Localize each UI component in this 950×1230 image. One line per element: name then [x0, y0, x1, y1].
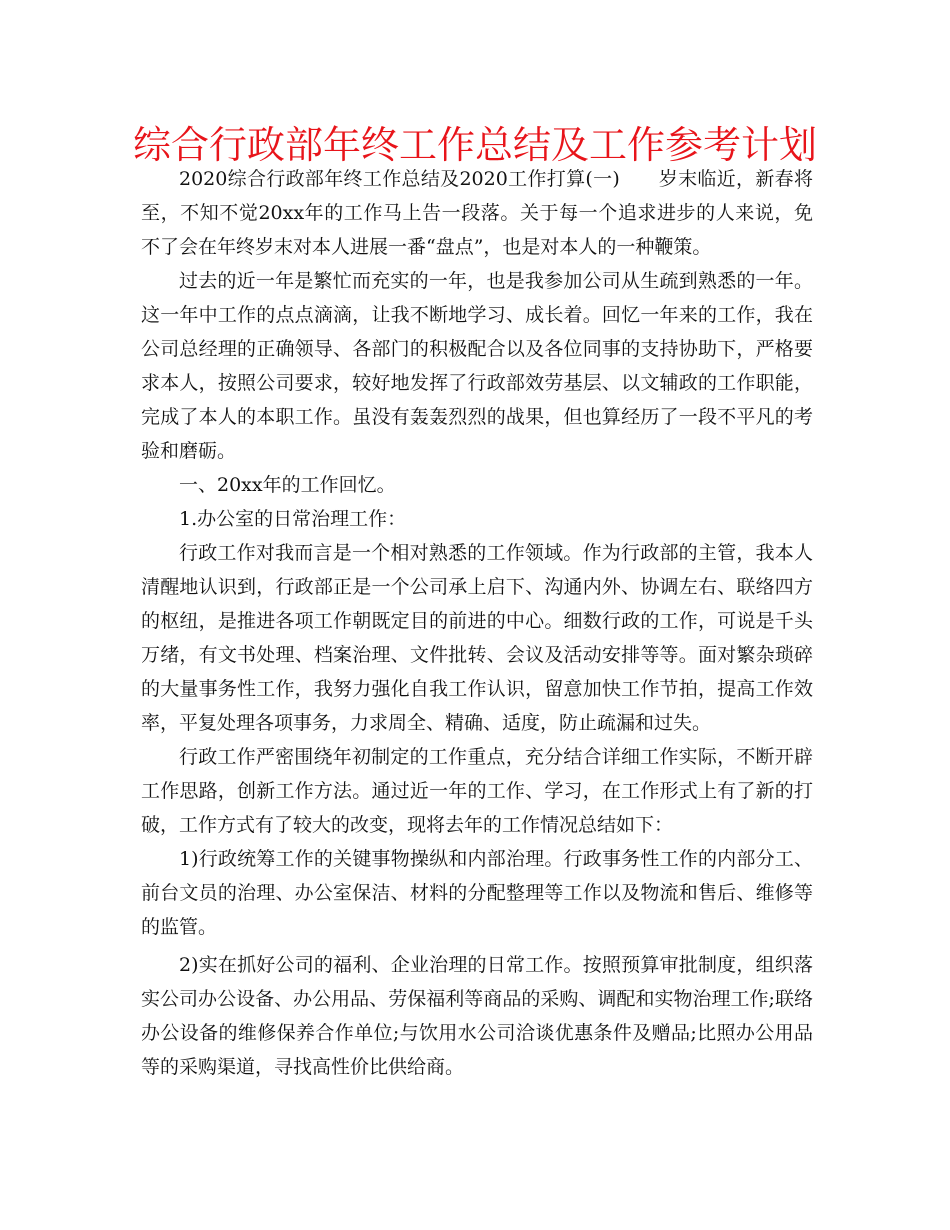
paragraph: 1)行政统筹工作的关键事物操纵和内部治理。行政事务性工作的内部分工、前台文员的治理、办公室保洁、材料的分配整理等工作以及物流和售后、维修等的监管。 [141, 848, 813, 938]
paragraph: 2)实在抓好公司的福利、企业治理的日常工作。按照预算审批制度，组织落实公司办公设备、办公用品、劳保福利等商品的采购、调配和实物治理工作;联络办公设备的维修保养合作单位;与饮用水公司洽谈优惠条件及赠品;比照办公用品等的采购渠道，寻找高性价比供给商。 [141, 954, 813, 1078]
paragraph: 行政工作严密围绕年初制定的工作重点，充分结合详细工作实际，不断开辟工作思路，创新工作方法。通过近一年的工作、学习，在工作形式上有了新的打破，工作方式有了较大的改变，现将去年的工作情况总结如下： [141, 746, 813, 836]
document-body [141, 162, 813, 1084]
paragraph: 行政工作对我而言是一个相对熟悉的工作领域。作为行政部的主管，我本人清醒地认识到，行政部正是一个公司承上启下、沟通内外、协调左右、联络四方的枢纽，是推进各项工作朝既定目的前进的中心。细数行政的工作，可说是千头万绪，有文书处理、档案治理、文件批转、会议及活动安排等等。面对繁杂琐碎的大量事务性工作，我努力强化自我工作认识，留意加快工作节拍，提高工作效率，平复处理各项事务，力求周全、精确、适度，防止疏漏和过失。 [141, 542, 813, 734]
document-title: 综合行政部年终工作总结及工作参考计划 [132, 123, 817, 167]
paragraph: 2020综合行政部年终工作总结及2020工作打算(一) 岁末临近，新春将至，不知不觉20xx年的工作马上告一段落。关于每一个追求进步的人来说，免不了会在年终岁末对本人进展一番“盘点”，也是对本人的一种鞭策。 [141, 168, 813, 258]
paragraph: 1.办公室的日常治理工作： [179, 508, 407, 530]
paragraph: 过去的近一年是繁忙而充实的一年，也是我参加公司从生疏到熟悉的一年。这一年中工作的点点滴滴，让我不断地学习、成长着。回忆一年来的工作，我在公司总经理的正确领导、各部门的积极配合以及各位同事的支持协助下，严格要求本人，按照公司要求，较好地发挥了行政部效劳基层、以文辅政的工作职能，完成了本人的本职工作。虽没有轰轰烈烈的战果，但也算经历了一段不平凡的考验和磨砺。 [141, 270, 813, 462]
paragraph: 一、20xx年的工作回忆。 [179, 474, 396, 496]
